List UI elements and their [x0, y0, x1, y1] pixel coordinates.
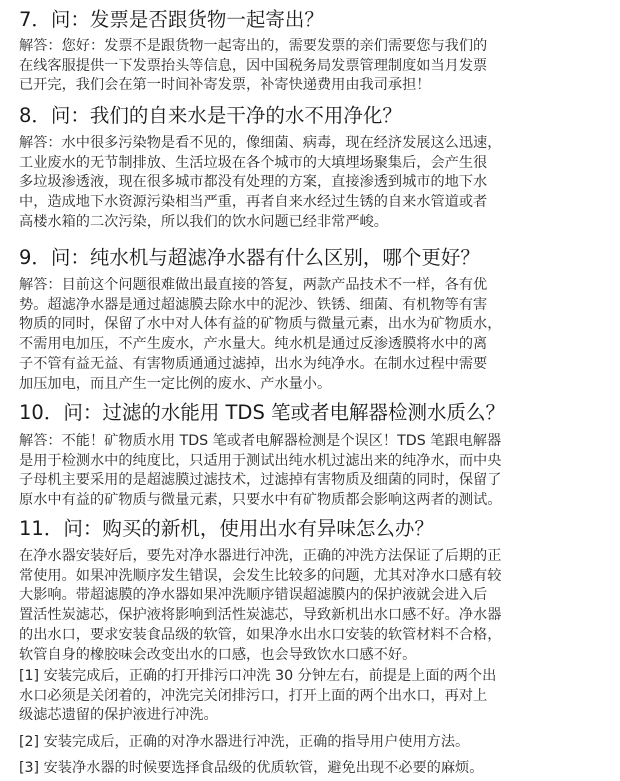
question-8-title: 8．问：我们的自来水是干净的水不用净化？	[19, 104, 402, 127]
answer-line: 的出水口，要求安装食品级的软管，如果净水出水口安装的软管材料不合格，	[19, 626, 502, 643]
step-line: [3] 安装净水器的时候要选择食品级的优质软管，避免出现不必要的麻烦。	[19, 760, 484, 776]
answer-line: 解答：水中很多污染物是看不见的，像细菌、病毒，现在经济发展这么迅速，	[19, 135, 502, 151]
answer-line: 加压加电，而且产生一定比例的废水、产水量小。	[19, 375, 332, 392]
answer-line: 原水中有益的矿物质与微量元素，只要水中有矿物质都会影响这两者的测试。	[19, 492, 502, 509]
answer-line: 子不管有益无益、有害物质通通过滤掉，出水为纯净水。在制水过程中需要	[19, 355, 488, 372]
step-line: 水口必须是关闭着的，冲洗完关闭排污口，打开上面的两个出水口，再对上	[19, 687, 488, 704]
step-line: [1] 安装完成后，正确的打开排污口冲洗 30 分钟左右，前提是上面的两个出	[19, 668, 497, 684]
question-7-title: 7．问：发票是否跟货物一起寄出？	[19, 8, 324, 31]
answer-line: 势。超滤净水器是通过超滤膜去除水中的泥沙、铁锈、细菌、有机物等有害	[19, 296, 488, 313]
answer-line: 大影响。带超滤膜的净水器如果冲洗顺序错误超滤膜内的保护液就会进入后	[19, 587, 488, 604]
question-9-title: 9．问：纯水机与超滤净水器有什么区别，哪个更好？	[19, 246, 480, 269]
answer-line: 高楼水箱的二次污染，所以我们的饮水问题已经非常严峻。	[19, 213, 388, 230]
answer-line: 子母机主要采用的是超滤膜过滤技术，过滤掉有害物质及细菌的同时，保留了	[19, 472, 502, 489]
answer-line: 在线客服提供一下发票抬头等信息，因中国税务局发票管理制度如当月发票	[19, 57, 488, 74]
answer-line: 不需用电加压，不产生废水，产水量大。纯水机是通过反渗透膜将水中的离	[19, 336, 488, 353]
answer-line: 在净水器安装好后，要先对净水器进行冲洗，正确的冲洗方法保证了后期的正	[19, 548, 502, 564]
answer-line: 已开完，我们会在第一时间补寄发票，补寄快递费用由我司承担！	[19, 77, 431, 94]
answer-line: 解答：您好：发票不是跟货物一起寄出的，需要发票的亲们需要您与我们的	[19, 38, 488, 54]
answer-line: 是用于检测水中的纯度比，只适用于测试出纯水机过滤出来的纯净水，而中央	[19, 452, 502, 469]
answer-line: 多垃圾渗透液，现在很多城市都没有处理的方案，直接渗透到城市的地下水	[19, 174, 488, 191]
answer-line: 解答：不能！矿物质水用 TDS 笔或者电解器检测是个误区！TDS 笔跟电解器	[19, 433, 502, 449]
step-line: [2] 安装完成后，正确的对净水器进行冲洗，正确的指导用户使用方法。	[19, 734, 470, 750]
step-1	[19, 667, 613, 726]
step-2	[19, 733, 613, 753]
question-11-title: 11．问：购买的新机，使用出水有异味怎么办？	[19, 517, 434, 540]
answer-line: 中，造成地下水资源污染相当严重，再者自来水经过生锈的自来水管道或者	[19, 194, 488, 211]
answer-7	[19, 37, 613, 96]
answer-11	[19, 547, 613, 665]
answer-9	[19, 276, 613, 394]
answer-line: 解答：目前这个问题很难做出最直接的答复，两款产品技术不一样，各有优	[19, 277, 488, 293]
step-line: 级滤芯遗留的保护液进行冲洗。	[19, 707, 218, 724]
answer-line: 常使用。如果冲洗顺序发生错误，会发生比较多的问题，尤其对净水口感有较	[19, 567, 502, 584]
question-10-title: 10．问：过滤的水能用 TDS 笔或者电解器检测水质么？	[19, 401, 506, 424]
step-3	[19, 759, 613, 779]
answer-10	[19, 432, 613, 511]
answer-8	[19, 134, 613, 233]
answer-line: 物质的同时，保留了水中对人体有益的矿物质与微量元素，出水为矿物质水，	[19, 316, 502, 333]
answer-line: 软管自身的橡胶味会改变出水的口感，也会导致饮水口感不好。	[19, 646, 417, 663]
answer-line: 置活性炭滤芯，保护液将影响到活性炭滤芯，导致新机出水口感不好。净水器	[19, 607, 502, 624]
answer-line: 工业废水的无节制排放、生活垃圾在各个城市的大填埋场聚集后，会产生很	[19, 154, 488, 171]
